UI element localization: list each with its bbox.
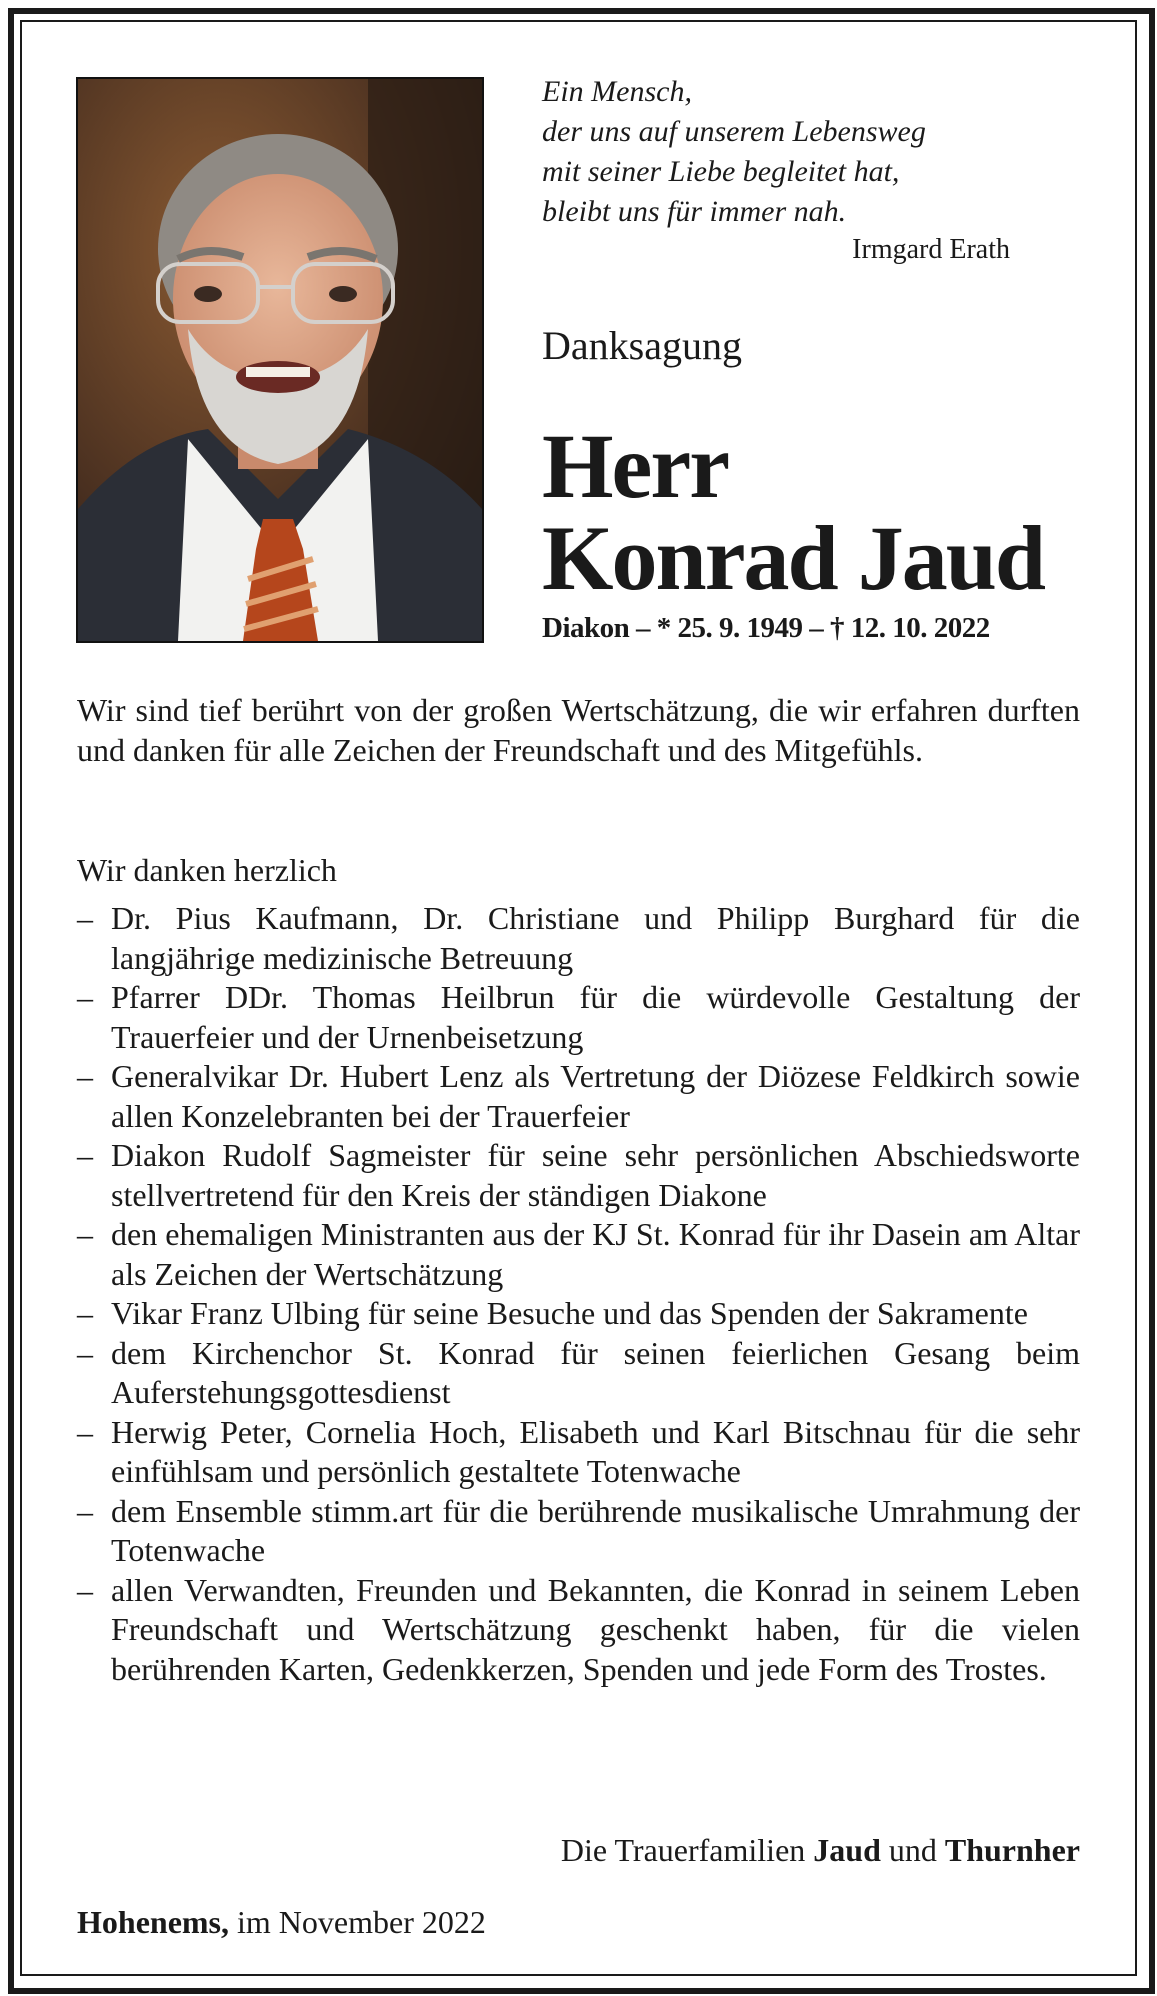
place-town: Hohenems, xyxy=(77,1904,229,1940)
portrait-illustration xyxy=(78,79,482,641)
list-item xyxy=(77,1492,1080,1571)
memorial-quote xyxy=(542,72,1012,232)
list-item xyxy=(77,1294,1080,1334)
family-name-thurnher: Thurnher xyxy=(944,1832,1080,1868)
list-item-text: den ehemaligen Ministranten aus der KJ St. Konrad für ihr Dasein am Altar als Zeichen der Wertschätzung xyxy=(111,1216,1080,1292)
portrait-photo xyxy=(76,77,484,643)
quote-line: Ein Mensch, xyxy=(542,75,692,108)
list-item xyxy=(77,1057,1080,1136)
list-item-text: Pfarrer DDr. Thomas Heilbrun für die würdevolle Gestaltung der Trauerfeier und der Urnenbeisetzung xyxy=(111,979,1080,1055)
list-item xyxy=(77,1334,1080,1413)
list-item-text: Generalvikar Dr. Hubert Lenz als Vertretung der Diözese Feldkirch sowie allen Konzelebranten bei der Trauerfeier xyxy=(111,1058,1080,1134)
list-dash: – xyxy=(77,1413,93,1450)
list-item xyxy=(77,1571,1080,1690)
list-item-text: dem Kirchenchor St. Konrad für seinen feierlichen Gesang beim Auferstehungsgottesdienst xyxy=(111,1334,1080,1410)
thanks-heading: Wir danken herzlich xyxy=(77,852,337,888)
place-month: im November 2022 xyxy=(237,1904,486,1940)
quote-line: mit seiner Liebe begleitet hat, xyxy=(542,155,900,188)
list-item xyxy=(77,1215,1080,1294)
list-dash: – xyxy=(77,1137,93,1173)
name-full: Konrad Jaud xyxy=(542,507,1045,609)
thanks-list xyxy=(77,899,1080,1689)
deceased-name xyxy=(542,415,1045,609)
list-item-text: dem Ensemble stimm.art für die berührende musikalische Umrahmung der Totenwache xyxy=(111,1492,1080,1568)
quote-line: bleibt uns für immer nah. xyxy=(542,195,847,228)
list-dash: – xyxy=(77,1295,93,1331)
list-item-text: Diakon Rudolf Sagmeister für seine sehr persönlichen Abschiedsworte stellvertretend für den Kreis der ständigen Diakone xyxy=(111,1137,1080,1213)
family-signature xyxy=(77,1832,1080,1869)
list-item-text: Vikar Franz Ulbing für seine Besuche und das Spenden der Sakramente xyxy=(111,1295,1028,1331)
page-heading: Danksagung xyxy=(542,323,742,368)
list-dash: – xyxy=(77,1492,93,1529)
list-item xyxy=(77,1413,1080,1492)
list-dash: – xyxy=(77,1058,93,1094)
list-item xyxy=(77,978,1080,1057)
list-dash: – xyxy=(77,1216,93,1252)
list-dash: – xyxy=(77,979,93,1015)
signature-prefix: Die Trauerfamilien xyxy=(560,1832,806,1868)
place-date xyxy=(77,1904,486,1941)
family-name-jaud: Jaud xyxy=(813,1832,881,1868)
quote-line: der uns auf unserem Lebensweg xyxy=(542,115,926,148)
list-item xyxy=(77,899,1080,978)
quote-author: Irmgard Erath xyxy=(852,234,1010,265)
list-item xyxy=(77,1136,1080,1215)
life-dates: Diakon – * 25. 9. 1949 – † 12. 10. 2022 xyxy=(542,612,990,644)
list-item-text: allen Verwandten, Freunden und Bekannten, die Konrad in seinem Leben Freundschaft und Wertschätzung geschenkt haben, für die vielen berührenden Karten, Gedenkkerzen, Spenden und jede Form des Trostes. xyxy=(111,1571,1080,1687)
list-item-text: Dr. Pius Kaufmann, Dr. Christiane und Philipp Burghard für die langjährige medizinische Betreuung xyxy=(111,900,1080,976)
signature-joiner: und xyxy=(888,1832,937,1868)
list-item-text: Herwig Peter, Cornelia Hoch, Elisabeth und Karl Bitschnau für die sehr einfühlsam und persönlich gestaltete Totenwache xyxy=(111,1413,1080,1489)
list-dash: – xyxy=(77,1571,93,1608)
list-dash: – xyxy=(77,1334,93,1371)
intro-paragraph: Wir sind tief berührt von der großen Wertschätzung, die wir erfahren durften und danken für alle Zeichen der Freundschaft und des Mitgefühls. xyxy=(77,692,1080,768)
list-dash: – xyxy=(77,900,93,936)
name-title: Herr xyxy=(542,415,729,517)
